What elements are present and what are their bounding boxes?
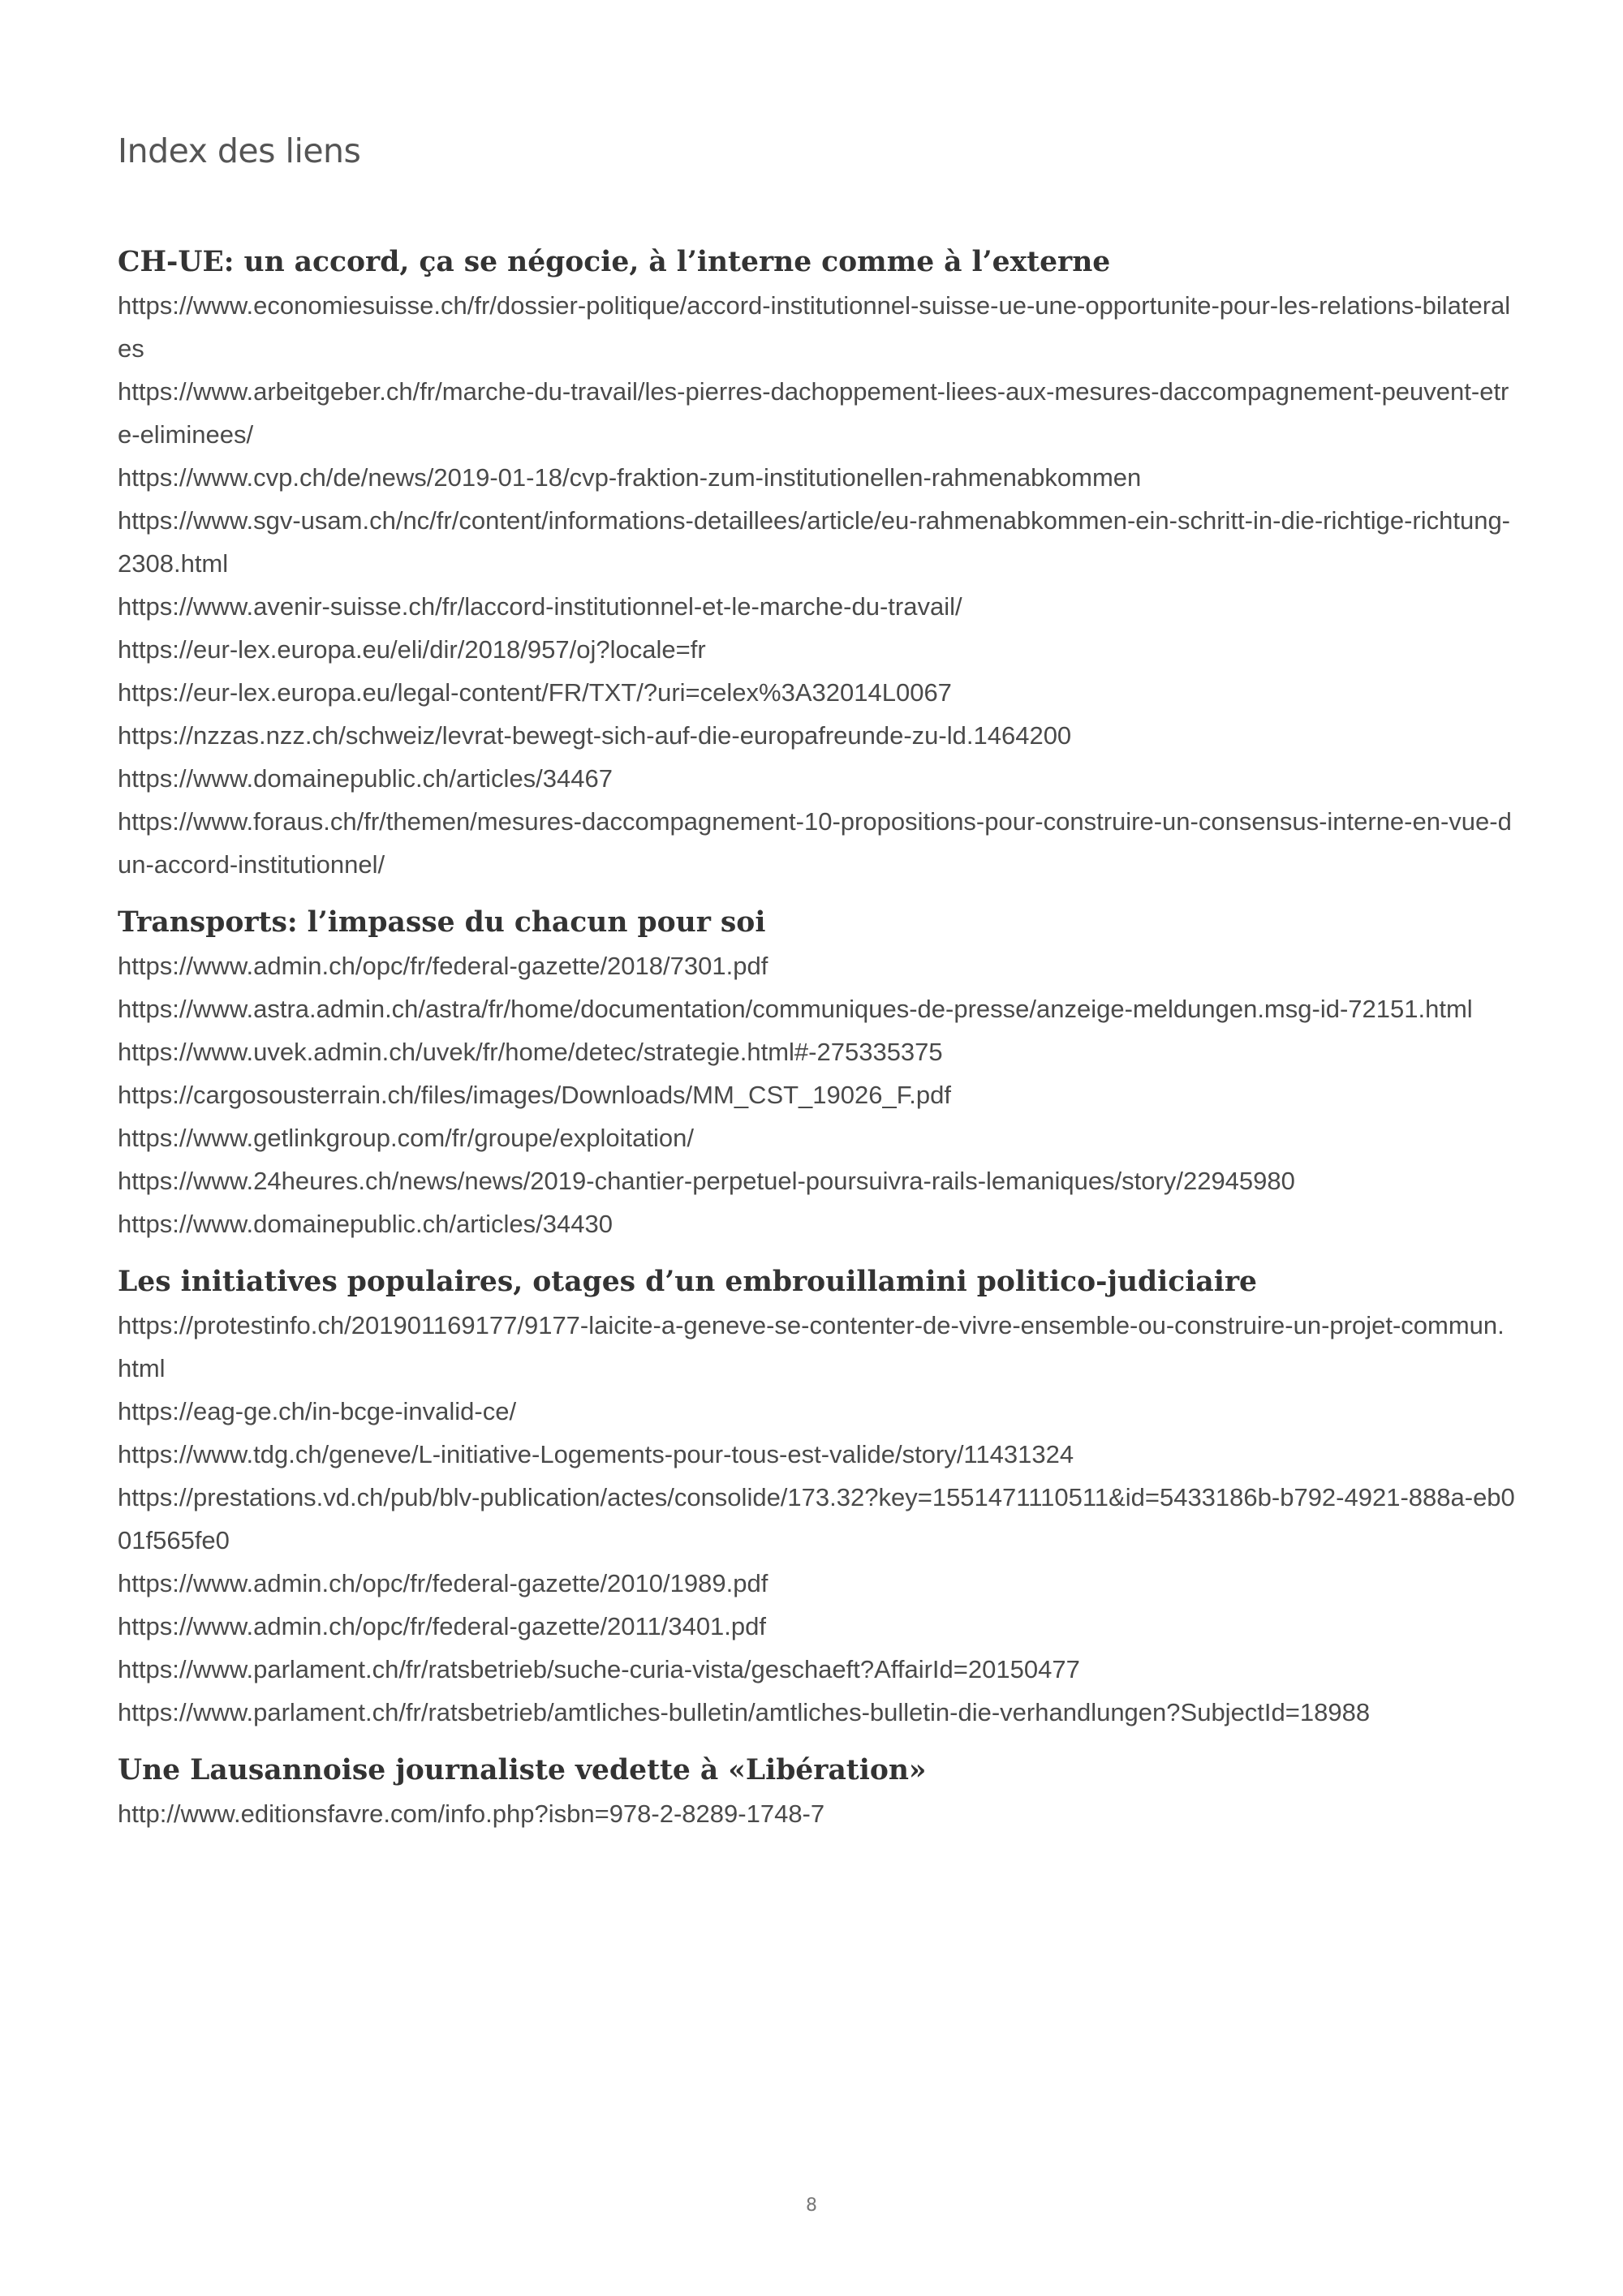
list-item [118,628,1518,671]
url-link[interactable]: https://protestinfo.ch/201901169177/9177-laicite-a-geneve-se-contenter-de-vivre-ensemble-ou-construire-un-projet-commun.html [118,1311,1505,1382]
url-link[interactable]: https://www.tdg.ch/geneve/L-initiative-Logements-pour-tous-est-valide/story/11431324 [118,1440,1074,1468]
section-heading: Une Lausannoise journaliste vedette à «Libération» [118,1754,927,1786]
list-item [118,1390,1518,1433]
list-item [118,944,1518,987]
page-title: Index des liens [118,131,361,170]
link-section [118,902,1518,1245]
list-item [118,671,1518,714]
url-link[interactable]: https://prestations.vd.ch/pub/blv-publication/actes/consolide/173.32?key=1551471110511&id=5433186b-b792-4921-888a-eb001f565fe0 [118,1483,1515,1554]
url-link[interactable]: https://www.avenir-suisse.ch/fr/laccord-institutionnel-et-le-marche-du-travail/ [118,592,962,621]
url-link[interactable]: https://www.cvp.ch/de/news/2019-01-18/cvp-fraktion-zum-institutionellen-rahmenabkommen [118,463,1142,492]
url-link[interactable]: https://www.foraus.ch/fr/themen/mesures-daccompagnement-10-propositions-pour-construire-un-consensus-interne-en-vue-dun-accord-institutionnel/ [118,807,1512,879]
url-link[interactable]: https://cargosousterrain.ch/files/images/Downloads/MM_CST_19026_F.pdf [118,1081,951,1109]
url-link[interactable]: https://www.admin.ch/opc/fr/federal-gazette/2018/7301.pdf [118,952,768,980]
link-list [118,284,1518,886]
url-link[interactable]: http://www.editionsfavre.com/info.php?isbn=978-2-8289-1748-7 [118,1799,825,1828]
list-item [118,1691,1518,1734]
url-link[interactable]: https://www.admin.ch/opc/fr/federal-gazette/2010/1989.pdf [118,1569,768,1597]
list-item [118,370,1518,456]
list-item [118,1792,1518,1835]
url-link[interactable]: https://www.economiesuisse.ch/fr/dossier-politique/accord-institutionnel-suisse-ue-une-opportunite-pour-les-relations-bilaterales [118,291,1511,363]
link-section [118,1750,1518,1835]
url-link[interactable]: https://www.parlament.ch/fr/ratsbetrieb/amtliches-bulletin/amtliches-bulletin-die-verhandlungen?SubjectId=18988 [118,1698,1371,1726]
list-item [118,1433,1518,1476]
list-item [118,1648,1518,1691]
url-link[interactable]: https://www.domainepublic.ch/articles/34467 [118,764,613,793]
link-list [118,944,1518,1245]
page-number: 8 [806,2195,817,2216]
url-link[interactable]: https://nzzas.nzz.ch/schweiz/levrat-bewegt-sich-auf-die-europafreunde-zu-ld.1464200 [118,721,1072,750]
url-link[interactable]: https://www.astra.admin.ch/astra/fr/home/documentation/communiques-de-presse/anzeige-meldungen.msg-id-72151.html [118,995,1473,1023]
url-link[interactable]: https://www.24heures.ch/news/news/2019-chantier-perpetuel-poursuivra-rails-lemaniques/story/22945980 [118,1167,1295,1195]
list-item [118,1116,1518,1159]
section-heading: CH-UE: un accord, ça se négocie, à l’interne comme à l’externe [118,246,1111,278]
link-section [118,242,1518,886]
link-list [118,1304,1518,1734]
sections-container [118,242,1518,1835]
list-item [118,456,1518,499]
section-heading: Transports: l’impasse du chacun pour soi [118,906,766,939]
url-link[interactable]: https://eur-lex.europa.eu/eli/dir/2018/957/oj?locale=fr [118,635,706,664]
list-item [118,1202,1518,1245]
list-item [118,499,1518,585]
link-index-page [118,128,1518,1851]
list-item [118,1030,1518,1073]
url-link[interactable]: https://www.uvek.admin.ch/uvek/fr/home/detec/strategie.html#-275335375 [118,1038,943,1066]
url-link[interactable]: https://eag-ge.ch/in-bcge-invalid-ce/ [118,1397,517,1425]
url-link[interactable]: https://www.domainepublic.ch/articles/34430 [118,1210,613,1238]
list-item [118,284,1518,370]
list-item [118,757,1518,800]
url-link[interactable]: https://www.arbeitgeber.ch/fr/marche-du-travail/les-pierres-dachoppement-liees-aux-mesures-daccompagnement-peuvent-etre-eliminees/ [118,377,1509,449]
list-item [118,585,1518,628]
list-item [118,987,1518,1030]
section-heading: Les initiatives populaires, otages d’un embrouillamini politico-judiciaire [118,1266,1257,1298]
list-item [118,1562,1518,1605]
list-item [118,714,1518,757]
url-link[interactable]: https://www.admin.ch/opc/fr/federal-gazette/2011/3401.pdf [118,1612,767,1640]
url-link[interactable]: https://eur-lex.europa.eu/legal-content/FR/TXT/?uri=celex%3A32014L0067 [118,678,952,707]
list-item [118,1605,1518,1648]
list-item [118,1304,1518,1390]
list-item [118,1159,1518,1202]
url-link[interactable]: https://www.parlament.ch/fr/ratsbetrieb/suche-curia-vista/geschaeft?AffairId=20150477 [118,1655,1080,1683]
url-link[interactable]: https://www.getlinkgroup.com/fr/groupe/exploitation/ [118,1124,694,1152]
list-item [118,800,1518,886]
link-section [118,1262,1518,1734]
url-link[interactable]: https://www.sgv-usam.ch/nc/fr/content/informations-detaillees/article/eu-rahmenabkommen-ein-schritt-in-die-richtige-richtung-2308.html [118,506,1511,578]
list-item [118,1073,1518,1116]
list-item [118,1476,1518,1562]
link-list [118,1792,1518,1835]
